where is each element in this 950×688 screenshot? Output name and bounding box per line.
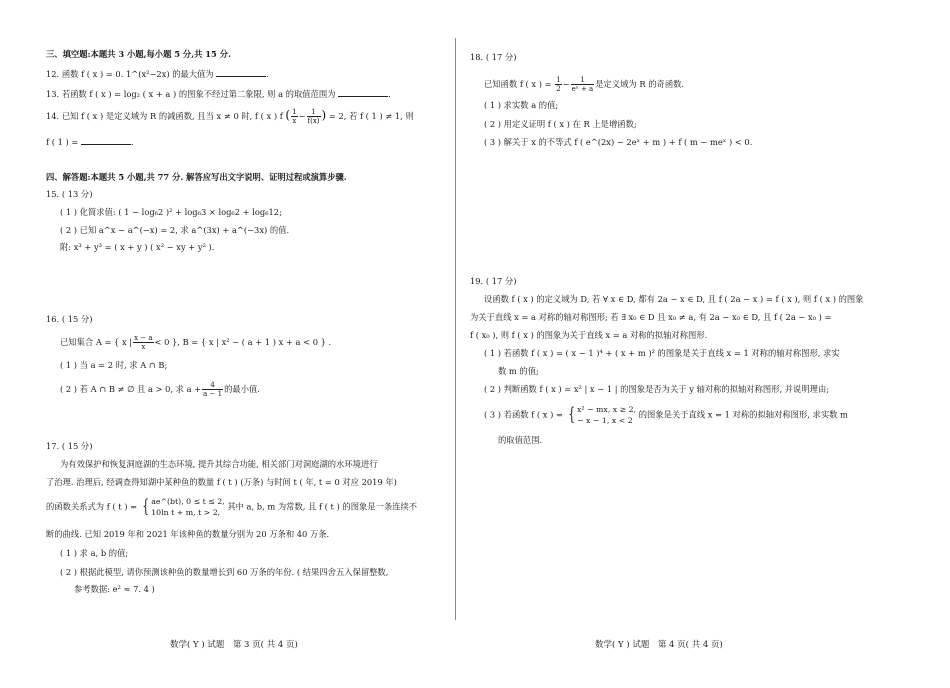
q14-text-a: 14. 已知 f ( x ) 是定义域为 R 的减函数, 且当 x ≠ 0 时, f ( x ) f	[46, 111, 283, 121]
q18-heading: 18. ( 17 分)	[470, 52, 517, 62]
q16-set-frac: $\frac{x - a}{x}$	[134, 334, 153, 351]
q18-statement: 已知函数 f ( x ) = $\frac{1}{2}$ − $\frac{1}{\text{eˣ + a}}$ 是定义域为 R 的奇函数.	[484, 76, 685, 93]
q15-heading: 15. ( 13 分)	[46, 189, 93, 199]
page-divider	[455, 38, 456, 620]
q13-text: 13. 若函数 f ( x ) = log₂ ( x + a ) 的图象不经过第二象限, 则 a 的取值范围为	[46, 89, 336, 99]
q16-part-1: ( 1 ) 当 a = 2 时, 求 A ∩ B;	[60, 360, 168, 370]
footer-page-4: 数学( Y ) 试题 第 4 页( 共 4 页)	[595, 640, 723, 650]
q14-frac-1x: $\frac{1}{x}$	[292, 108, 297, 125]
question-13	[46, 88, 391, 100]
right-page	[470, 0, 910, 688]
q13-answer-blank	[338, 88, 388, 97]
q17-line-3: 的函数关系式为 f ( t ) = { ae^(bt), 0 ≤ t ≤ 2, 10ln t + m, t > 2, 其中 a, b, m 为常数, 且 f ( t ) 的图象是一条连续不	[46, 496, 418, 517]
q19-part-3: ( 3 ) 若函数 f ( x ) = { x² − mx, x ≥ 2, − x − 1, x < 2 的图象是关于直线 x = 1 对称的拟轴对称图形, 求实数 m	[484, 404, 848, 425]
q17-heading: 17. ( 15 分)	[46, 441, 93, 451]
q12-end: .	[266, 69, 270, 79]
question-14-line2	[46, 136, 134, 148]
q16-frac-4: $\frac{4}{a - 1}$	[203, 381, 223, 398]
q18-frac-half: $\frac{1}{2}$	[556, 76, 561, 93]
q16-statement: 已知集合 A = { x | $\frac{x - a}{x}$ < 0 }, B = { x | x² − ( a + 1 ) x + a < 0 } .	[60, 334, 332, 351]
q19-part-1: ( 1 ) 若函数 f ( x ) = ( x − 1 )⁴ + ( x + m )² 的图象是关于直线 x = 1 对称的轴对称图形, 求实	[484, 348, 840, 358]
q14-text-b: = 2, 若 f ( 1 ) ≠ 1, 则	[328, 111, 414, 121]
q14-text-c: f ( 1 ) =	[46, 137, 79, 147]
q19-part-3-cont: 的取值范围.	[498, 435, 543, 445]
q17-line-4: 断的曲线. 已知 2019 年和 2021 年该种鱼的数量分别为 20 万条和 40 万条.	[46, 529, 330, 539]
section-3-heading: 三、填空题:本题共 3 小题,每小题 5 分,共 15 分.	[46, 49, 231, 59]
q18-part-2: ( 2 ) 用定义证明 f ( x ) 在 R 上是增函数;	[484, 119, 637, 129]
q15-part-1: ( 1 ) 化简求值: ( 1 − log₆2 )² + log₆3 × log₆2 + log₆12;	[60, 207, 282, 217]
q19-line-1: 设函数 f ( x ) 的定义域为 D, 若 ∀ x ∈ D, 都有 2a − x ∈ D, 且 f ( 2a − x ) = f ( x ), 则 f ( x ) 的图象	[484, 294, 864, 304]
q19-part-2: ( 2 ) 判断函数 f ( x ) = x² | x − 1 | 的图象是否为关于 y 轴对称的拟轴对称图形, 并说明理由;	[484, 384, 830, 394]
q17-piecewise: ae^(bt), 0 ≤ t ≤ 2, 10ln t + m, t > 2,	[151, 497, 225, 517]
q13-end: .	[388, 89, 391, 99]
q18-part-1: ( 1 ) 求实数 a 的值;	[484, 100, 559, 110]
q14-frac-1fx: $\frac{1}{f(x)}$	[307, 108, 320, 125]
q17-part-2: ( 2 ) 根据此模型, 请你预测该种鱼的数量增长到 60 万条的年份. ( 结果四舍五入保留整数,	[60, 567, 389, 577]
footer-page-3: 数学( Y ) 试题 第 3 页( 共 4 页)	[170, 640, 298, 650]
q16-part-2: ( 2 ) 若 A ∩ B ≠ ∅ 且 a > 0, 求 a + $\frac{4}{a - 1}$ 的最小值.	[60, 381, 260, 398]
question-14: 14. 已知 f ( x ) 是定义域为 R 的减函数, 且当 x ≠ 0 时, f ( x ) f ( $\frac{1}{x}$ − $\frac{1}{f(x)}$ ) = 2, 若 f ( 1 ) ≠ 1, 则	[46, 108, 414, 125]
q15-hint: 附: x³ + y³ = ( x + y ) ( x² − xy + y² ).	[60, 242, 215, 252]
q16-heading: 16. ( 15 分)	[46, 314, 93, 324]
q19-piecewise: x² − mx, x ≥ 2, − x − 1, x < 2	[577, 405, 637, 425]
q17-part-1: ( 1 ) 求 a, b 的值;	[60, 548, 129, 558]
q19-heading: 19. ( 17 分)	[470, 276, 517, 286]
q17-line-2: 了治理. 治理后, 经调查得知湖中某种鱼的数量 f ( t ) (万条) 与时间 t ( 年, t = 0 对应 2019 年)	[46, 477, 397, 487]
q12-answer-blank	[216, 68, 266, 77]
section-4-heading: 四、解答题:本题共 5 小题,共 77 分. 解答应写出文字说明、证明过程或演算步骤.	[46, 172, 347, 182]
q17-line-1: 为有效保护和恢复洞庭湖的生态环境, 提升其综合功能, 相关部门对洞庭湖的水环境进行	[60, 459, 378, 469]
question-12	[46, 68, 269, 80]
q19-line-3: f ( x₀ ), 则 f ( x ) 的图象为关于直线 x = a 对称的拟轴对称图形.	[470, 330, 708, 340]
q14-answer-blank	[81, 136, 131, 145]
q17-part-2-ref: 参考数据: e² ≈ 7. 4 )	[74, 584, 155, 594]
q18-part-3: ( 3 ) 解关于 x 的不等式 f ( e^(2x) − 2eˣ + m ) + f ( m − meˣ ) < 0.	[484, 137, 753, 147]
q18-frac-exp: $\frac{1}{\text{eˣ + a}}$	[571, 76, 594, 93]
q15-part-2: ( 2 ) 已知 a^x − a^(−x) = 2, 求 a^(3x) + a^(−3x) 的值.	[60, 225, 290, 235]
q12-text: 12. 函数 f ( x ) = 0. 1^(x²−2x) 的最大值为	[46, 69, 214, 79]
q19-line-2: 为关于直线 x = a 对称的轴对称图形; 若 ∃ x₀ ∈ D 且 x₀ ≠ a, 有 2a − x₀ ∈ D, 且 f ( 2a − x₀ ) =	[470, 312, 832, 322]
q14-end: .	[130, 137, 134, 147]
q19-part-1-cont: 数 m 的值;	[498, 366, 539, 376]
left-page	[46, 0, 440, 688]
